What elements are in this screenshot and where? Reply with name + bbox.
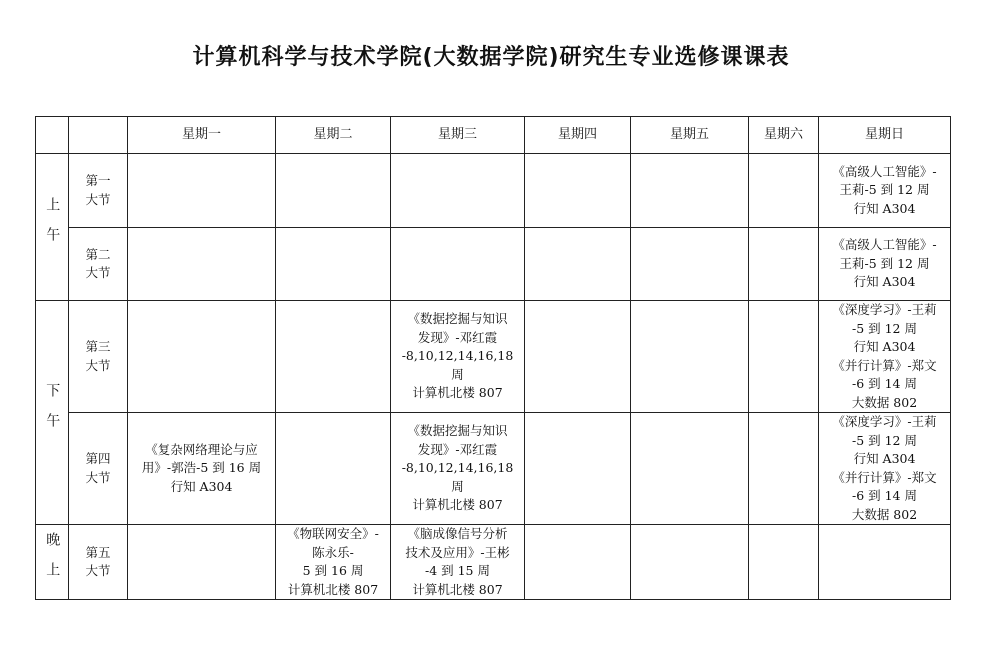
slot-label-4: 第四 大节	[69, 413, 128, 525]
cell-s1-mon	[128, 154, 276, 228]
cell-s1-tue	[276, 154, 391, 228]
cell-s1-sun: 《高级人工智能》- 王莉-5 到 12 周 行知 A304	[819, 154, 951, 228]
cell-s4-wed: 《数据挖掘与知识 发现》-邓红霞 -8,10,12,14,16,18 周 计算机北楼 807	[391, 413, 525, 525]
day-header-tue: 星期二	[276, 117, 391, 154]
day-header-wed: 星期三	[391, 117, 525, 154]
cell-s3-mon	[128, 301, 276, 413]
cell-s4-sun: 《深度学习》-王莉 -5 到 12 周 行知 A304 《并行计算》-郑文 -6 到 14 周 大数据 802	[819, 413, 951, 525]
slot-label-5: 第五 大节	[69, 525, 128, 600]
segment-morning	[36, 154, 69, 301]
segment-afternoon	[36, 301, 69, 525]
cell-s3-fri	[631, 301, 749, 413]
cell-s1-sat	[749, 154, 819, 228]
cell-s2-sat	[749, 228, 819, 301]
day-header-sat: 星期六	[749, 117, 819, 154]
cell-s3-thu	[525, 301, 631, 413]
day-header-fri: 星期五	[631, 117, 749, 154]
corner-cell-2	[69, 117, 128, 154]
cell-s4-fri	[631, 413, 749, 525]
cell-s5-tue: 《物联网安全》- 陈永乐- 5 到 16 周 计算机北楼 807	[276, 525, 391, 600]
segment-evening-label: 晚上	[44, 532, 61, 592]
segment-evening	[36, 525, 69, 600]
cell-s1-thu	[525, 154, 631, 228]
corner-cell	[36, 117, 69, 154]
segment-afternoon-label: 下午	[44, 382, 61, 443]
cell-s4-sat	[749, 413, 819, 525]
cell-s5-sun	[819, 525, 951, 600]
day-header-sun: 星期日	[819, 117, 951, 154]
slot-label-2: 第二 大节	[69, 228, 128, 301]
cell-s4-mon: 《复杂网络理论与应 用》-郭浩-5 到 16 周 行知 A304	[128, 413, 276, 525]
page-title: 计算机科学与技术学院(大数据学院)研究生专业选修课课表	[192, 45, 790, 70]
cell-s2-mon	[128, 228, 276, 301]
cell-s5-sat	[749, 525, 819, 600]
cell-s1-fri	[631, 154, 749, 228]
cell-s2-tue	[276, 228, 391, 301]
day-header-thu: 星期四	[525, 117, 631, 154]
cell-s2-wed	[391, 228, 525, 301]
cell-s3-wed: 《数据挖掘与知识 发现》-邓红霞 -8,10,12,14,16,18 周 计算机北楼 807	[391, 301, 525, 413]
day-header-mon: 星期一	[128, 117, 276, 154]
cell-s5-wed: 《脑成像信号分析 技术及应用》-王彬 -4 到 15 周 计算机北楼 807	[391, 525, 525, 600]
slot-row-4	[36, 413, 951, 525]
cell-s5-thu	[525, 525, 631, 600]
cell-s5-fri	[631, 525, 749, 600]
schedule-table	[35, 116, 951, 600]
cell-s3-sat	[749, 301, 819, 413]
slot-row-5	[36, 525, 951, 600]
cell-s5-mon	[128, 525, 276, 600]
slot-label-1: 第一 大节	[69, 154, 128, 228]
cell-s4-tue	[276, 413, 391, 525]
cell-s3-tue	[276, 301, 391, 413]
cell-s3-sun: 《深度学习》-王莉 -5 到 12 周 行知 A304 《并行计算》-郑文 -6 到 14 周 大数据 802	[819, 301, 951, 413]
cell-s2-sun: 《高级人工智能》- 王莉-5 到 12 周 行知 A304	[819, 228, 951, 301]
cell-s2-thu	[525, 228, 631, 301]
slot-row-3	[36, 301, 951, 413]
slot-row-1	[36, 154, 951, 228]
cell-s2-fri	[631, 228, 749, 301]
segment-morning-label: 上午	[44, 197, 61, 257]
cell-s4-thu	[525, 413, 631, 525]
header-row	[36, 117, 951, 154]
cell-s1-wed	[391, 154, 525, 228]
slot-row-2	[36, 228, 951, 301]
slot-label-3: 第三 大节	[69, 301, 128, 413]
